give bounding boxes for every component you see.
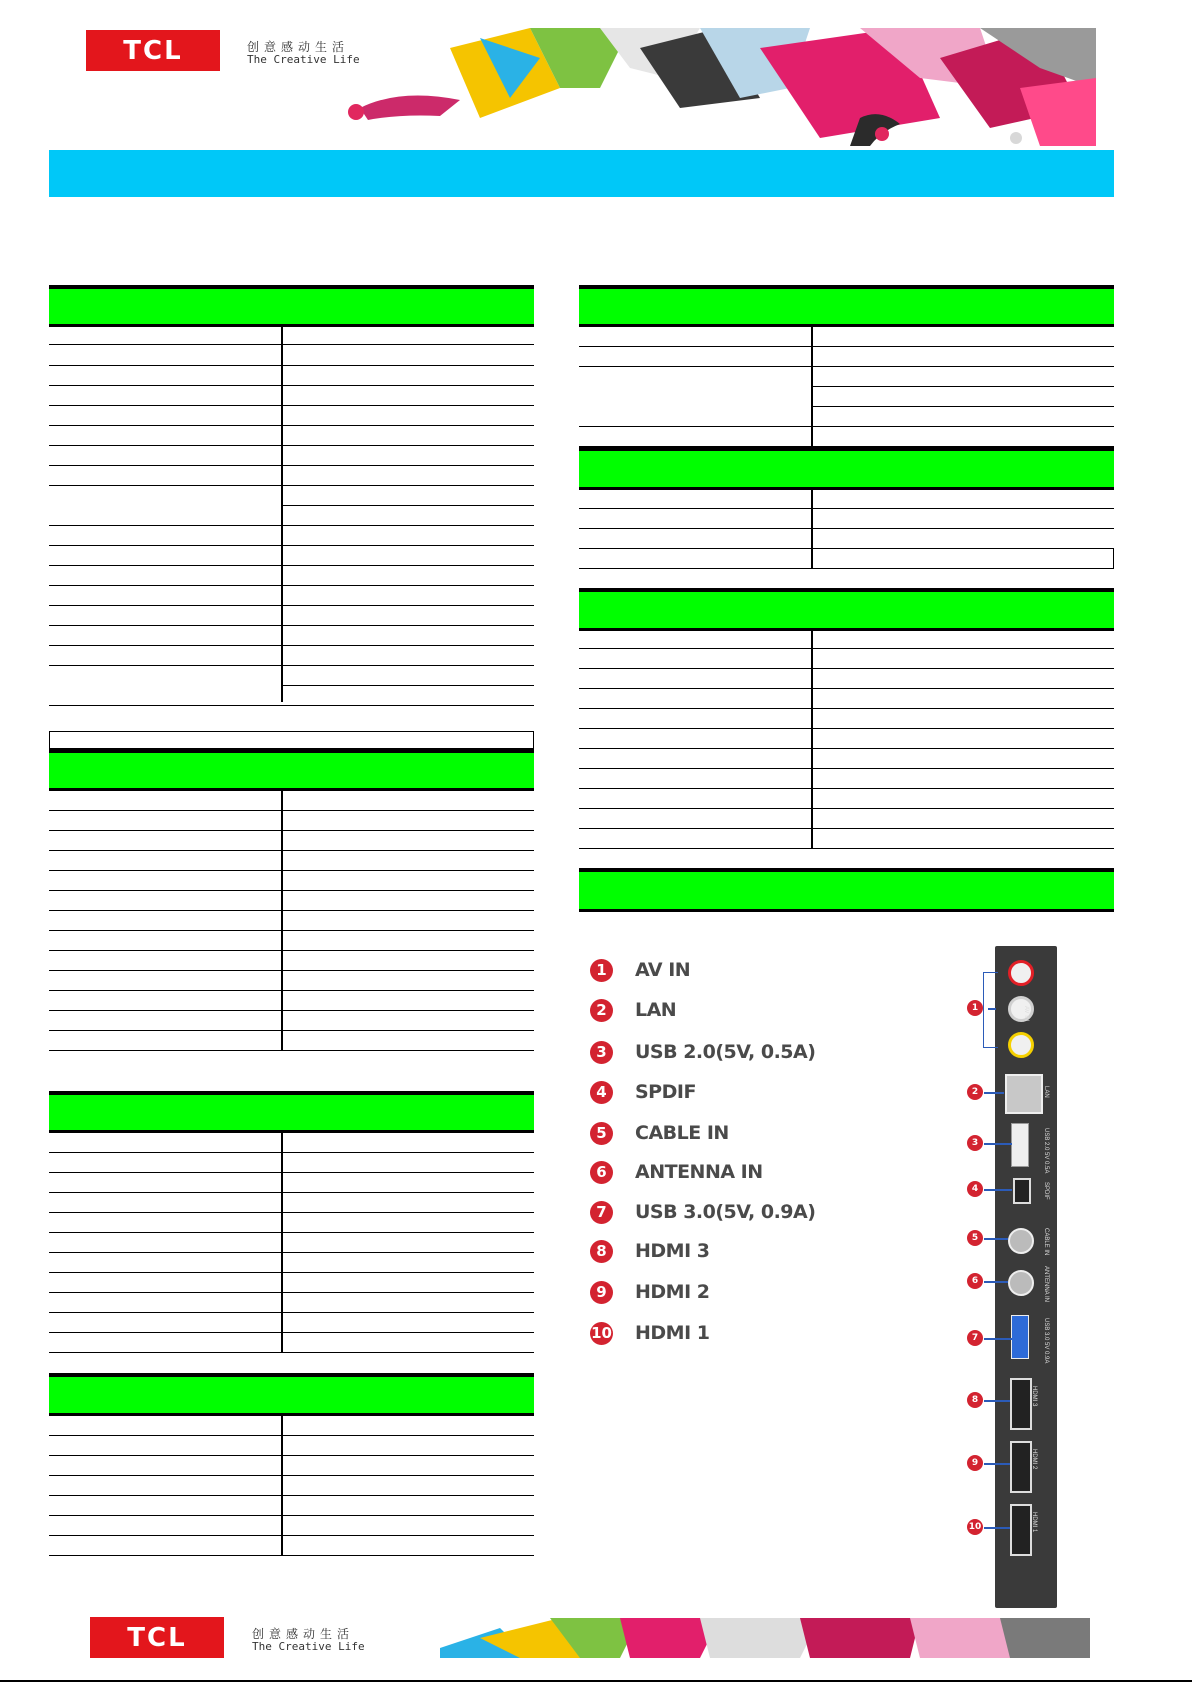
legend-item bbox=[590, 955, 690, 985]
table-row bbox=[49, 1273, 534, 1293]
number-badge: 3 bbox=[590, 1041, 613, 1064]
table-row bbox=[49, 526, 534, 546]
table-row bbox=[49, 1233, 534, 1253]
leader-line bbox=[984, 1400, 1010, 1402]
table-row bbox=[49, 386, 534, 406]
section-header bbox=[579, 285, 1114, 327]
av-white-jack bbox=[1008, 996, 1034, 1022]
table-row bbox=[49, 1456, 534, 1476]
legend-item bbox=[590, 1277, 709, 1307]
table-row bbox=[49, 426, 534, 446]
section-header bbox=[579, 868, 1114, 912]
av-red-jack bbox=[1008, 960, 1034, 986]
panel-label: USB 2.0 5V 0.5A bbox=[1043, 1128, 1049, 1174]
table-row bbox=[49, 586, 534, 606]
table-row bbox=[49, 486, 534, 506]
table-row bbox=[49, 931, 534, 951]
spec-table bbox=[579, 490, 1114, 569]
hdmi2-port bbox=[1010, 1441, 1032, 1493]
table-row bbox=[49, 1173, 534, 1193]
spec-table bbox=[49, 791, 534, 1051]
table-footer-row bbox=[49, 731, 534, 749]
panel-label: SPDIF bbox=[1043, 1182, 1049, 1200]
section-header bbox=[49, 749, 534, 791]
leader-line bbox=[984, 1238, 1008, 1240]
leader-line bbox=[984, 1281, 1008, 1283]
table-row bbox=[49, 366, 534, 386]
table-row bbox=[49, 991, 534, 1011]
port-label: HDMI 3 bbox=[635, 1240, 710, 1262]
footer-logo: TCL bbox=[90, 1617, 224, 1658]
tagline-chinese: 创意感动生活 bbox=[252, 1627, 355, 1641]
panel-label: HDMI 1 bbox=[1031, 1512, 1037, 1533]
legend-item bbox=[590, 995, 676, 1025]
table-row bbox=[579, 347, 1114, 367]
table-row bbox=[579, 829, 1114, 849]
table-row bbox=[49, 951, 534, 971]
section-header bbox=[579, 447, 1114, 490]
section-header bbox=[579, 588, 1114, 631]
panel-marker: 9 bbox=[967, 1455, 983, 1471]
number-badge: 2 bbox=[590, 999, 613, 1022]
port-label: ANTENNA IN bbox=[635, 1161, 763, 1183]
panel-marker: 4 bbox=[967, 1181, 983, 1197]
tagline-english: The Creative Life bbox=[247, 52, 360, 66]
cable-in-port bbox=[1008, 1228, 1034, 1254]
table-row bbox=[49, 1293, 534, 1313]
number-badge: 6 bbox=[590, 1161, 613, 1184]
table-row bbox=[49, 666, 534, 686]
panel-label: HDMI 2 bbox=[1031, 1449, 1037, 1470]
table-row bbox=[49, 851, 534, 871]
spec-table bbox=[579, 327, 1114, 447]
section-header bbox=[49, 1373, 534, 1416]
number-badge: 9 bbox=[590, 1281, 613, 1304]
table-row bbox=[49, 1476, 534, 1496]
table-row bbox=[49, 891, 534, 911]
spec-table bbox=[579, 631, 1114, 849]
title-bar bbox=[49, 150, 1114, 197]
table-row bbox=[49, 626, 534, 646]
table-row bbox=[49, 345, 534, 366]
table-row bbox=[49, 406, 534, 426]
table-row bbox=[49, 1313, 534, 1333]
table-row bbox=[49, 606, 534, 626]
panel-marker: 2 bbox=[967, 1084, 983, 1100]
table-row bbox=[579, 529, 1114, 549]
table-row bbox=[49, 871, 534, 891]
table-row bbox=[579, 749, 1114, 769]
ports-legend bbox=[590, 955, 920, 1345]
table-row bbox=[49, 566, 534, 586]
table-row bbox=[579, 509, 1114, 529]
tagline-english: The Creative Life bbox=[252, 1639, 365, 1653]
callout-line bbox=[988, 1008, 996, 1010]
section-header bbox=[49, 285, 534, 327]
spec-table bbox=[49, 327, 534, 706]
number-badge: 4 bbox=[590, 1081, 613, 1104]
port-label: USB 3.0(5V, 0.9A) bbox=[635, 1201, 816, 1223]
legend-item bbox=[590, 1077, 696, 1107]
number-badge: 5 bbox=[590, 1122, 613, 1145]
legend-item bbox=[590, 1197, 815, 1227]
footer-banner bbox=[440, 1618, 1090, 1658]
leader-line bbox=[984, 1092, 1004, 1094]
table-row bbox=[579, 769, 1114, 789]
panel-label: HDMI 3 bbox=[1031, 1386, 1037, 1407]
table-row bbox=[49, 1133, 534, 1153]
footer-tagline bbox=[252, 1628, 365, 1652]
table-row bbox=[579, 549, 1114, 569]
panel-marker: 6 bbox=[967, 1273, 983, 1289]
table-row bbox=[579, 427, 1114, 447]
brand-logo: TCL bbox=[86, 30, 220, 71]
leader-line bbox=[984, 1143, 1012, 1145]
port-label: USB 2.0(5V, 0.5A) bbox=[635, 1041, 816, 1063]
av-yellow-jack bbox=[1008, 1032, 1034, 1058]
tagline-chinese: 创意感动生活 bbox=[247, 40, 350, 54]
table-row bbox=[49, 1436, 534, 1456]
table-row bbox=[49, 1416, 534, 1436]
panel-marker: 10 bbox=[967, 1519, 983, 1535]
legend-item bbox=[590, 1157, 763, 1187]
table-row bbox=[49, 971, 534, 991]
leader-line bbox=[984, 1189, 1012, 1191]
table-row bbox=[49, 1213, 534, 1233]
table-row bbox=[579, 631, 1114, 649]
table-row bbox=[579, 387, 1114, 407]
lan-port bbox=[1005, 1074, 1043, 1114]
table-row bbox=[579, 809, 1114, 829]
panel-label: ANTENNA IN bbox=[1043, 1266, 1049, 1303]
table-row bbox=[49, 327, 534, 345]
port-label: AV IN bbox=[635, 959, 691, 981]
panel-marker: 7 bbox=[967, 1330, 983, 1346]
spec-table bbox=[49, 1133, 534, 1353]
port-label: CABLE IN bbox=[635, 1122, 729, 1144]
table-row bbox=[49, 911, 534, 931]
table-row bbox=[579, 490, 1114, 509]
leader-line bbox=[984, 1463, 1010, 1465]
section-header bbox=[49, 1091, 534, 1133]
panel-label: USB 3.0 5V 0.9A bbox=[1043, 1318, 1049, 1364]
table-row bbox=[49, 506, 534, 526]
footer-rule bbox=[0, 1680, 1192, 1682]
table-row bbox=[49, 466, 534, 486]
table-row bbox=[49, 1496, 534, 1516]
number-badge: 8 bbox=[590, 1240, 613, 1263]
table-row bbox=[49, 1193, 534, 1213]
number-badge: 10 bbox=[590, 1322, 613, 1345]
number-badge: 7 bbox=[590, 1201, 613, 1224]
port-label: SPDIF bbox=[635, 1081, 696, 1103]
table-row bbox=[579, 689, 1114, 709]
table-row bbox=[49, 1536, 534, 1556]
spec-table bbox=[49, 1416, 534, 1556]
panel-label: LAN bbox=[1043, 1086, 1049, 1098]
table-row bbox=[579, 407, 1114, 427]
table-row bbox=[579, 669, 1114, 689]
number-badge: 1 bbox=[590, 959, 613, 982]
panel-marker: 8 bbox=[967, 1392, 983, 1408]
port-label: HDMI 1 bbox=[635, 1322, 710, 1344]
table-row bbox=[49, 686, 534, 706]
table-row bbox=[49, 791, 534, 811]
panel-marker: 1 bbox=[967, 1000, 983, 1016]
legend-item bbox=[590, 1118, 729, 1148]
table-row bbox=[49, 546, 534, 566]
leader-line bbox=[984, 1527, 1010, 1529]
hdmi1-port bbox=[1010, 1504, 1032, 1556]
table-row bbox=[579, 649, 1114, 669]
table-row bbox=[49, 1333, 534, 1353]
legend-item bbox=[590, 1318, 709, 1348]
table-row bbox=[49, 1516, 534, 1536]
table-row bbox=[49, 1153, 534, 1173]
port-label: HDMI 2 bbox=[635, 1281, 710, 1303]
leader-line bbox=[984, 1338, 1012, 1340]
table-row bbox=[49, 811, 534, 831]
legend-item bbox=[590, 1236, 709, 1266]
table-row bbox=[49, 1253, 534, 1273]
av-bracket bbox=[983, 972, 998, 1048]
panel-marker: 5 bbox=[967, 1230, 983, 1246]
table-row bbox=[579, 327, 1114, 347]
table-row bbox=[49, 1011, 534, 1031]
table-row bbox=[49, 1031, 534, 1051]
panel-label: AV IN bbox=[1023, 1006, 1029, 1022]
table-row bbox=[579, 367, 1114, 387]
table-row bbox=[49, 831, 534, 851]
panel-label: CABLE IN bbox=[1043, 1228, 1049, 1256]
table-row bbox=[579, 729, 1114, 749]
table-row bbox=[49, 646, 534, 666]
decorative-banner bbox=[340, 28, 1096, 146]
table-row bbox=[579, 789, 1114, 809]
hdmi3-port bbox=[1010, 1378, 1032, 1430]
rear-panel bbox=[995, 946, 1057, 1608]
usb3-port bbox=[1011, 1315, 1029, 1359]
usb2-port bbox=[1011, 1123, 1029, 1167]
antenna-in-port bbox=[1008, 1270, 1034, 1296]
spdif-port bbox=[1013, 1178, 1031, 1204]
panel-marker: 3 bbox=[967, 1135, 983, 1151]
port-label: LAN bbox=[635, 999, 677, 1021]
table-row bbox=[579, 709, 1114, 729]
table-row bbox=[49, 446, 534, 466]
legend-item bbox=[590, 1037, 815, 1067]
